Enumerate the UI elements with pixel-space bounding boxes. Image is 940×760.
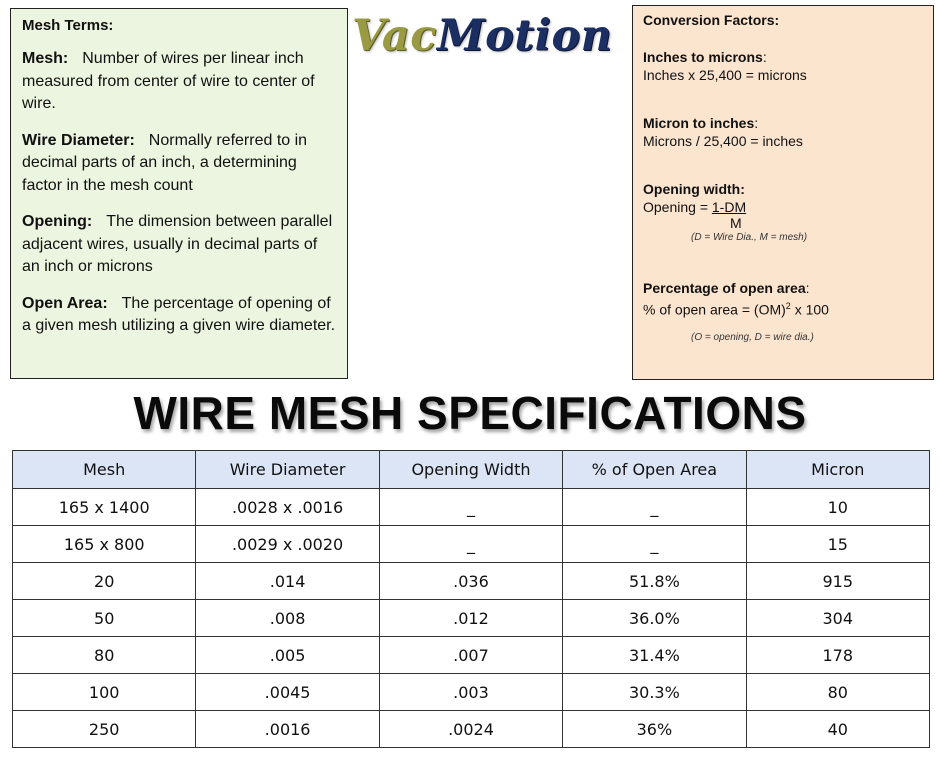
wire-mesh-spec-table <box>12 450 930 748</box>
header-wire-diameter: Wire Diameter <box>196 451 379 489</box>
header-micron: Micron <box>746 451 929 489</box>
table-row <box>13 563 930 600</box>
table-row <box>13 489 930 526</box>
mesh-terms-heading: Mesh Terms: <box>22 17 114 34</box>
term-wire-diameter-name: Wire Diameter: <box>22 131 135 149</box>
cell-mesh: 165 x 800 <box>13 526 196 563</box>
cell-micron: 80 <box>746 674 929 711</box>
cell-wire-diameter: .0016 <box>196 711 379 748</box>
cell-opening-width: _ <box>379 489 562 526</box>
term-wire-diameter <box>22 130 336 198</box>
term-opening <box>22 211 336 279</box>
cell-wire-diameter: .0045 <box>196 674 379 711</box>
conversion-factors-box <box>632 5 934 380</box>
table-header-row <box>13 451 930 489</box>
cell-open-area: _ <box>563 526 746 563</box>
open-area-prefix: % of open area = (OM) <box>643 301 786 318</box>
cell-opening-width: .007 <box>379 637 562 674</box>
cell-micron: 915 <box>746 563 929 600</box>
cell-mesh: 100 <box>13 674 196 711</box>
cell-open-area: 30.3% <box>563 674 746 711</box>
conversion-heading: Conversion Factors: <box>643 12 780 28</box>
cell-opening-width: .0024 <box>379 711 562 748</box>
logo-vac-text: Vac <box>352 11 437 61</box>
cell-wire-diameter: .005 <box>196 637 379 674</box>
cell-micron: 304 <box>746 600 929 637</box>
cell-open-area: 31.4% <box>563 637 746 674</box>
term-open-area <box>22 293 336 338</box>
cell-opening-width: .036 <box>379 563 562 600</box>
micron-to-inches-block <box>643 114 925 150</box>
opening-width-title: Opening width: <box>643 181 745 197</box>
cell-opening-width: _ <box>379 526 562 563</box>
logo-motion-text: Motion <box>436 11 613 61</box>
header-opening-width: Opening Width <box>379 451 562 489</box>
open-area-formula <box>643 297 925 319</box>
vacmotion-logo <box>352 8 632 64</box>
open-area-block <box>643 279 925 345</box>
term-open-area-text: The percentage of opening of a given mesh utilizing a given wire diameter. <box>22 294 336 334</box>
term-mesh-name: Mesh: <box>22 50 69 67</box>
cell-micron: 40 <box>746 711 929 748</box>
table-row <box>13 674 930 711</box>
cell-micron: 178 <box>746 637 929 674</box>
opening-width-denominator: M <box>730 215 742 231</box>
cell-opening-width: .003 <box>379 674 562 711</box>
inches-to-microns-formula: Inches x 25,400 = microns <box>643 67 807 83</box>
cell-wire-diameter: .0028 x .0016 <box>196 489 379 526</box>
opening-width-block <box>643 180 925 245</box>
opening-width-prefix: Opening = <box>643 199 712 215</box>
cell-mesh: 50 <box>13 600 196 637</box>
opening-width-formula <box>643 198 925 231</box>
cell-open-area: 51.8% <box>563 563 746 600</box>
opening-width-numerator: 1-DM <box>711 199 747 215</box>
cell-mesh: 250 <box>13 711 196 748</box>
term-opening-text: The dimension between parallel adjacent wires, usually in decimal parts of an inch or microns <box>22 213 333 275</box>
mesh-terms-box <box>10 8 348 379</box>
term-wire-diameter-text: Normally referred to in decimal parts of an inch, a determining factor in the mesh count <box>22 131 308 194</box>
cell-wire-diameter: .0029 x .0020 <box>196 526 379 563</box>
table-row <box>13 637 930 674</box>
open-area-superscript: 2 <box>785 301 791 311</box>
open-area-suffix: x 100 <box>790 301 829 318</box>
term-open-area-name: Open Area: <box>22 294 108 312</box>
cell-open-area: 36% <box>563 711 746 748</box>
cell-mesh: 80 <box>13 637 196 674</box>
table-row <box>13 711 930 748</box>
opening-width-note: (D = Wire Dia., M = mesh) <box>691 232 808 243</box>
cell-wire-diameter: .014 <box>196 563 379 600</box>
page-title: WIRE MESH SPECIFICATIONS <box>133 387 807 439</box>
micron-to-inches-title: Micron to inches <box>643 115 755 131</box>
open-area-note: (O = opening, D = wire dia.) <box>691 331 814 343</box>
cell-opening-width: .012 <box>379 600 562 637</box>
term-opening-name: Opening: <box>22 213 93 230</box>
header-open-area: % of Open Area <box>563 451 746 489</box>
open-area-colon: : <box>805 280 810 296</box>
cell-open-area: 36.0% <box>563 600 746 637</box>
table-row <box>13 526 930 563</box>
cell-micron: 15 <box>746 526 929 563</box>
cell-open-area: _ <box>563 489 746 526</box>
term-mesh-text: Number of wires per linear inch measured from center of wire to center of wire. <box>22 50 315 112</box>
inches-to-microns-block <box>643 48 925 84</box>
micron-to-inches-formula: Microns / 25,400 = inches <box>643 133 803 149</box>
micron-to-inches-colon: : <box>754 115 759 131</box>
cell-micron: 10 <box>746 489 929 526</box>
inches-to-microns-colon: : <box>762 49 767 65</box>
term-mesh <box>22 48 336 116</box>
cell-wire-diameter: .008 <box>196 600 379 637</box>
table-row <box>13 600 930 637</box>
cell-mesh: 20 <box>13 563 196 600</box>
inches-to-microns-title: Inches to microns <box>643 49 763 65</box>
open-area-title: Percentage of open area <box>643 280 806 296</box>
cell-mesh: 165 x 1400 <box>13 489 196 526</box>
header-mesh: Mesh <box>13 451 196 489</box>
